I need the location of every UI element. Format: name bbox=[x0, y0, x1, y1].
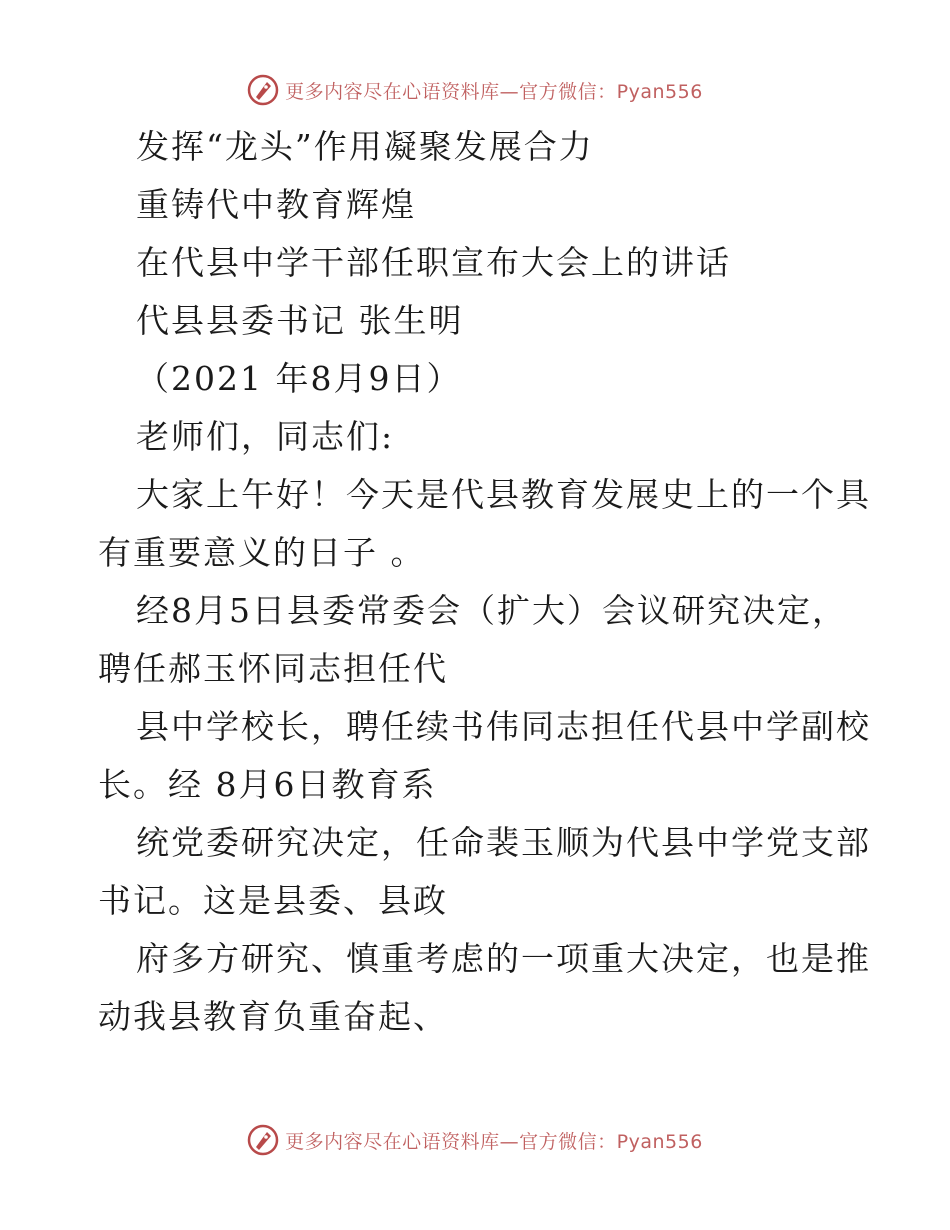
title-line-1: 发挥“龙头”作用凝聚发展合力 bbox=[136, 127, 594, 166]
speech-author: 代县县委书记 张生明 bbox=[136, 301, 464, 340]
paragraph-line: 大家上午好！今天是代县教育发展史上的一个具 bbox=[136, 475, 871, 514]
paragraph-line: 长。经 8月6日教育系 bbox=[98, 765, 437, 804]
header-banner-text: 更多内容尽在心语资料库—官方微信：Pyan556 bbox=[285, 80, 703, 103]
document-body bbox=[98, 118, 871, 1046]
paragraph-line: 聘任郝玉怀同志担任代 bbox=[98, 649, 448, 688]
paragraph-line: 书记。这是县委、县政 bbox=[98, 881, 448, 920]
paragraph-line: 有重要意义的日子 。 bbox=[98, 533, 426, 572]
title-line-2: 重铸代中教育辉煌 bbox=[136, 185, 416, 224]
speech-date: （2021 年8月9日） bbox=[136, 359, 462, 398]
paragraph-line: 县中学校长，聘任续书伟同志担任代县中学副校 bbox=[136, 707, 871, 746]
paragraph-line: 动我县教育负重奋起、 bbox=[98, 997, 448, 1036]
salutation: 老师们，同志们: bbox=[136, 417, 395, 456]
paragraph-line: 统党委研究决定，任命裴玉顺为代县中学党支部 bbox=[136, 823, 871, 862]
paragraph-line: 府多方研究、慎重考虑的一项重大决定，也是推 bbox=[136, 939, 871, 978]
footer-banner-text: 更多内容尽在心语资料库—官方微信：Pyan556 bbox=[285, 1130, 703, 1153]
footer-banner bbox=[0, 1120, 950, 1160]
pen-nib-logo-icon bbox=[247, 1124, 279, 1156]
header-banner bbox=[0, 70, 950, 110]
pen-nib-logo-icon bbox=[247, 74, 279, 106]
speech-subtitle: 在代县中学干部任职宣布大会上的讲话 bbox=[136, 243, 731, 282]
paragraph-line: 经8月5日县委常委会（扩大）会议研究决定， bbox=[136, 591, 847, 630]
